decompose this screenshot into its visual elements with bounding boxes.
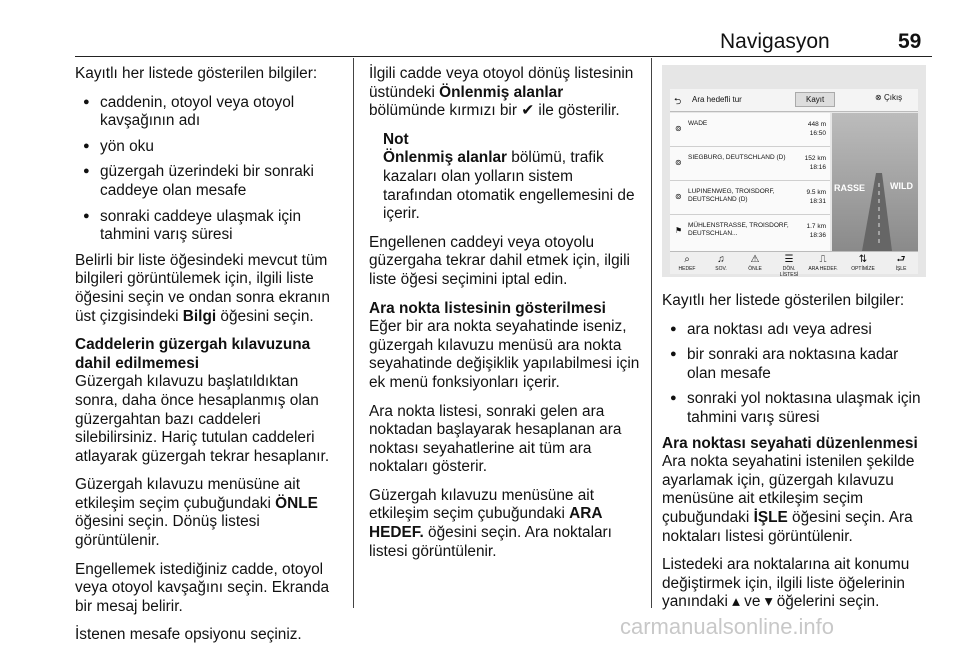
column-2 [369,65,641,571]
paragraph: Belirli bir liste öğesindeki mevcut tüm bilgileri görüntülemek için, ilgili liste öğesini seçin ve ondan sonra ekranın üst çizgisindeki Bilgi öğesini seçin. [75,251,330,325]
list-item: ● sonraki caddeye ulaşmak için tahmini varış süresi [75,208,345,245]
navigation-screen-figure [662,65,926,277]
table-row: ⊚ LUPINENWEG, TROISDORF, DEUTSCHLAND (D) 9.5 km 18:31 [670,181,830,215]
header-rule [75,56,932,57]
list-item: ● yön oku [75,138,345,157]
table-row: ⊚ SIEGBURG, DEUTSCHLAND (D) 152 km 18:16 [670,147,830,181]
waypoint-list [670,113,830,251]
paragraph: Eğer bir ara nokta seyahatinde iseniz, güzergah kılavuzu menüsü ara nokta seyahatinde değişiklik yapılabilmesi için ek menü fonksiyonları içerir. [369,318,640,391]
waypoint-button: ⎍ ARA HEDEF. [808,254,838,272]
list-icon: ☰ [784,254,794,265]
paragraph: Güzergah kılavuzu başlatıldıktan sonra, daha önce hesaplanmış olan güzergahtan bazı caddeleri silebilirsiniz. Hariç tutulan caddeleri atlayarak güzergah tekrar hesaplanır. [75,373,330,465]
table-row: ⊚ WADE 448 m 16:50 [670,113,830,147]
paragraph: İstenen mesafe opsiyonu seçiniz. [75,626,302,644]
note-box [383,131,641,224]
flag-icon: ⚑ [675,226,683,235]
map-preview: RASSE WILD [832,113,918,251]
list-item: ● caddenin, otoyol veya otoyol kavşağının adı [75,94,345,131]
search-icon: ⌕ [684,254,690,265]
intro-text: Kayıtlı her listede gösterilen bilgiler: [662,292,905,309]
speech-button: ♫ SOV. [706,254,736,272]
column-divider [353,58,354,608]
info-list [662,321,930,428]
section-heading: Caddelerin güzergah kılavuzuna dahil edilmemesi [75,336,311,372]
voice-icon: ♫ [717,254,725,265]
warning-icon: ⚠ [750,254,760,265]
list-item: ● sonraki yol noktasına ulaşmak için tahmini varış süresi [662,390,930,427]
paragraph: Güzergah kılavuzu menüsüne ait etkileşim seçim çubuğundaki ÖNLE öğesini seçin. Dönüş listesi görüntülenir. [75,476,318,550]
column-3 [662,292,930,622]
paragraph: Engellenen caddeyi veya otoyolu güzergaha tekrar dahil etmek için, ilgili liste öğesi seçimini iptal edin. [369,233,630,288]
note-text: Önlenmiş alanlar bölümü, trafik kazaları olan yolların sistem tarafından otomatik engellemesini de içerir. [383,149,635,223]
list-item: ● güzergah üzerindeki bir sonraki caddeye olan mesafe [75,163,345,200]
section-heading: Ara noktası seyahati düzenlenmesi [662,434,918,452]
paragraph: Listedeki ara noktalarına ait konumu değiştirmek için, ilgili liste öğelerinin yanındaki ▴ ve ▾ öğelerini seçin. [662,556,910,611]
paragraph: İlgili cadde veya otoyol dönüş listesinin üstündeki Önlenmiş alanlar bölümünde kırmızı bir ✔ ile gösterilir. [369,65,634,120]
column-divider [651,58,652,608]
optimize-button: ⇅ OPTİMİZE [848,254,878,272]
screen-title: Ara hedefli tur [692,95,742,104]
paragraph: Ara nokta seyahatini istenilen şekilde ayarlamak için, güzergah kılavuzu menüsüne ait etkileşim seçim çubuğundaki İŞLE öğesini seçin. Ara noktaları listesi görüntülenir. [662,453,915,545]
paragraph: Engellemek istediğiniz cadde, otoyol veya otoyol kavşağını seçin. Ekranda bir mesaj belirir. [75,560,330,615]
destination-button: ⌕ HEDEF [672,254,702,272]
exit-icon: ⊗ [875,93,884,102]
list-item: ● ara noktası adı veya adresi [662,321,930,340]
optimize-icon: ⇅ [858,254,868,265]
table-row: ⚑ MÜHLENSTRASSE, TROISDORF, DEUTSCHLAN... 1.7 km 18:36 [675,222,826,239]
back-arrow-icon: ⮌ [674,96,682,106]
screen-title-bar [670,89,918,112]
exit-button: ⊗ Çıkış [875,93,903,102]
interaction-bar [670,251,918,278]
pin-icon: ⊚ [675,158,682,167]
edit-icon: ⮐ [896,254,906,265]
save-button: Kayıt [795,92,835,107]
turn-list-button: ☰ DÖN. LİSTESİ [774,254,804,278]
intro-text: Kayıtlı her listede gösterilen bilgiler: [75,65,318,82]
edit-button: ⮐ İŞLE [886,254,916,272]
column-1 [75,65,345,655]
pin-icon: ⊚ [675,124,682,133]
paragraph: Ara nokta listesi, sonraki gelen ara noktadan başlayarak hesaplanan ara noktası seyahatlerine ait tüm ara noktaları gösterir. [369,402,622,476]
watermark: carmanualsonline.info [620,614,835,639]
list-item: ● bir sonraki ara noktasına kadar olan mesafe [662,346,930,383]
section-heading: Ara nokta listesinin gösterilmesi [369,299,606,317]
running-header-title: Navigasyon [720,30,830,53]
page-number: 59 [898,30,922,53]
avoid-button: ⚠ ÖNLE [740,254,770,272]
note-title: Not [383,130,409,148]
pin-icon: ⊚ [675,192,682,201]
route-icon: ⎍ [819,254,827,265]
info-list [75,94,345,245]
paragraph: Güzergah kılavuzu menüsüne ait etkileşim seçim çubuğundaki ARA HEDEF. öğesini seçin. Ara noktaları listesi görüntülenir. [369,486,612,560]
